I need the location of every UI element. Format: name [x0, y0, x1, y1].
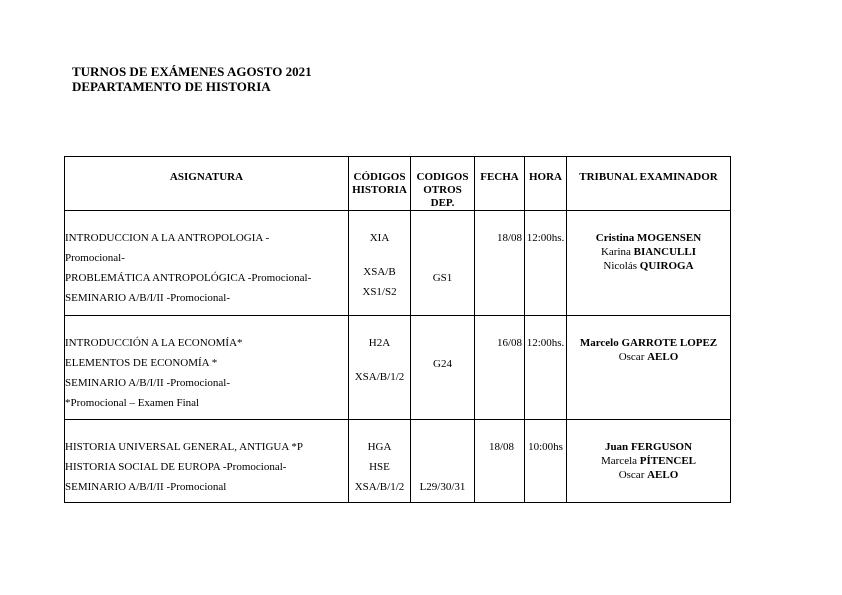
cell-codigos-otros: L29/30/31 — [411, 420, 475, 503]
cell-codigos-historia: XIA XSA/B XS1/S2 — [349, 211, 411, 316]
header-tribunal: TRIBUNAL EXAMINADOR — [567, 157, 731, 211]
document-title — [72, 64, 312, 94]
cell-asignatura: INTRODUCCION A LA ANTROPOLOGIA - Promocional- PROBLEMÁTICA ANTROPOLÓGICA -Promocional- SEMINARIO A/B/I/II -Promocional- — [65, 211, 349, 316]
cell-codigos-otros: GS1 — [411, 211, 475, 316]
header-fecha: FECHA — [475, 157, 525, 211]
table-row — [65, 420, 731, 503]
header-codigos-otros: CODIGOS OTROS DEP. — [411, 157, 475, 211]
cell-hora: 12:00hs. — [525, 316, 567, 420]
title-line-2: DEPARTAMENTO DE HISTORIA — [72, 79, 271, 94]
title-line-1: TURNOS DE EXÁMENES AGOSTO 2021 — [72, 64, 312, 79]
header-asignatura: ASIGNATURA — [65, 157, 349, 211]
examiner-name: Marcelo GARROTE LOPEZ — [579, 337, 718, 349]
cell-tribunal — [567, 211, 731, 316]
exam-schedule-table — [64, 156, 731, 503]
cell-fecha: 16/08 — [475, 316, 525, 420]
table-row — [65, 211, 731, 316]
cell-codigos-otros: G24 — [411, 316, 475, 420]
cell-asignatura: INTRODUCCIÓN A LA ECONOMÍA* ELEMENTOS DE ECONOMÍA * SEMINARIO A/B/I/II -Promocional- *Promocional – Examen Final — [65, 316, 349, 420]
examiner-name: Juan FERGUSON — [604, 441, 693, 453]
examiner-name: Marcela PÍTENCEL — [600, 455, 697, 467]
examiner-name: Oscar AELO — [618, 469, 679, 481]
examiner-name: Cristina MOGENSEN — [595, 232, 702, 244]
cell-tribunal — [567, 420, 731, 503]
examiner-name: Karina BIANCULLI — [600, 246, 697, 258]
cell-fecha: 18/08 — [475, 420, 525, 503]
cell-tribunal — [567, 316, 731, 420]
examiner-name: Nicolás QUIROGA — [603, 260, 694, 272]
cell-codigos-historia: HGA HSE XSA/B/1/2 — [349, 420, 411, 503]
cell-hora: 12:00hs. — [525, 211, 567, 316]
cell-fecha: 18/08 — [475, 211, 525, 316]
header-hora: HORA — [525, 157, 567, 211]
header-codigos-historia: CÓDIGOS HISTORIA — [349, 157, 411, 211]
examiner-name: Oscar AELO — [618, 351, 679, 363]
table-row — [65, 316, 731, 420]
cell-asignatura: HISTORIA UNIVERSAL GENERAL, ANTIGUA *P HISTORIA SOCIAL DE EUROPA -Promocional- SEMINARIO A/B/I/II -Promocional — [65, 420, 349, 503]
cell-codigos-historia: H2A XSA/B/1/2 — [349, 316, 411, 420]
table-header-row — [65, 157, 731, 211]
cell-hora: 10:00hs — [525, 420, 567, 503]
